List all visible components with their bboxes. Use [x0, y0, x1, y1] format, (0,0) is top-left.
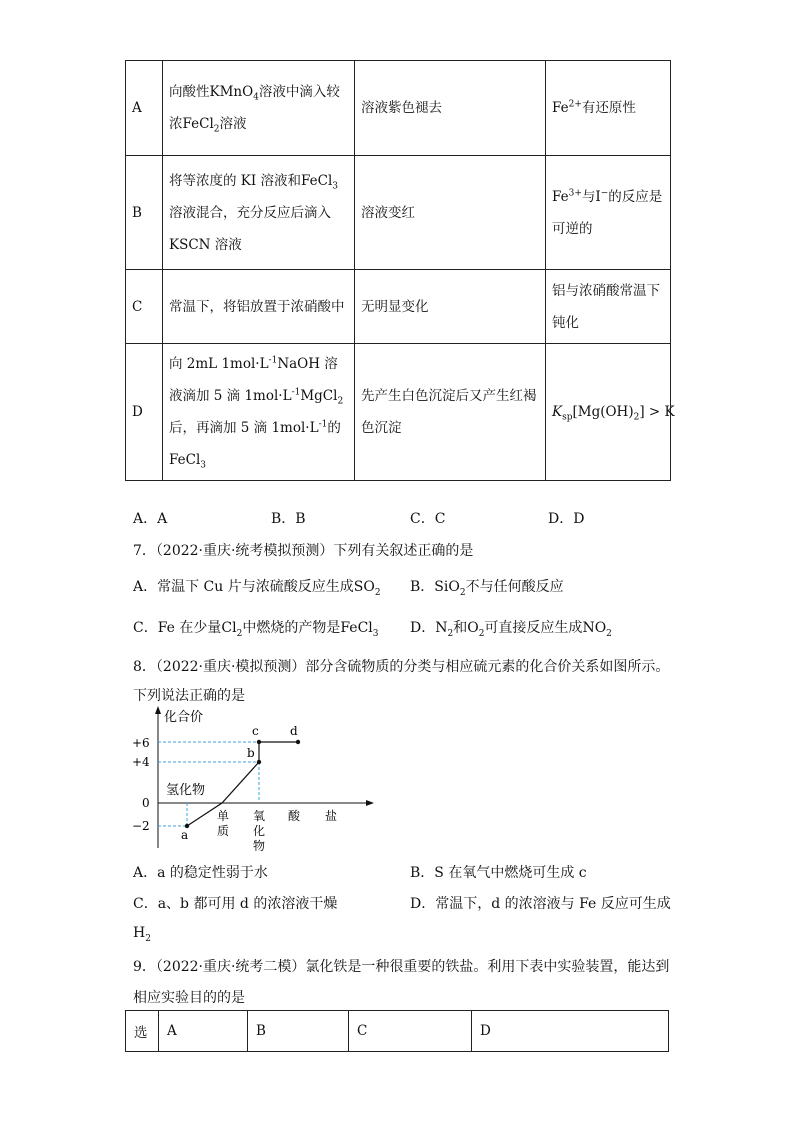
- q8-option-d[interactable]: D．常温下，d 的浓溶液与 Fe 反应可生成: [410, 896, 671, 912]
- q8-option-a[interactable]: A．a 的稳定性弱于水: [133, 865, 268, 881]
- x-label-hydride: 氢化物: [166, 783, 206, 798]
- phenomenon-cell: 溶液变红: [355, 156, 546, 270]
- point-d: [296, 740, 300, 744]
- q7-option-a[interactable]: A．常温下 Cu 片与浓硫酸反应生成$SO_2$: [133, 579, 381, 598]
- row-label: C: [126, 270, 163, 344]
- question-8-stem: 8．（2022·重庆·模拟预测）部分含硫物质的分类与相应硫元素的化合价关系如图所示。: [133, 659, 670, 675]
- x-label-element-2: 质: [217, 824, 230, 838]
- q7-option-d[interactable]: D．$N_2$和$O_2$可直接反应生成$NO_2$: [410, 620, 612, 639]
- q9-header-a: A: [159, 1011, 248, 1052]
- conclusion-cell: $Fe^{3+}$与I−的反应是可逆的: [546, 156, 671, 270]
- y-tick-label: +6: [132, 736, 150, 750]
- point-b: [257, 760, 261, 764]
- q9-header-d: D: [472, 1011, 669, 1052]
- option-a[interactable]: A．A: [133, 511, 168, 527]
- option-d[interactable]: D．D: [548, 511, 585, 527]
- option-b[interactable]: B．B: [271, 511, 306, 527]
- x-label-acid: 酸: [288, 809, 301, 823]
- q9-header-c: C: [349, 1011, 472, 1052]
- conclusion-cell: $K_{sp}[Mg(OH)_2] > K$: [546, 344, 671, 481]
- y-tick-label: −2: [132, 819, 150, 833]
- table-row: [126, 1011, 669, 1052]
- operation-cell: 向酸性KMnO$_4$溶液中滴入较浓FeCl$_2$溶液: [163, 61, 355, 156]
- q9-table: [125, 1010, 669, 1052]
- point-c: [257, 740, 261, 744]
- point-label-a: a: [181, 828, 189, 842]
- row-label: B: [126, 156, 163, 270]
- table-row: [126, 344, 671, 481]
- table-row: [126, 270, 671, 344]
- y-tick-label: 0: [142, 796, 150, 810]
- option-c[interactable]: C．C: [410, 511, 446, 527]
- y-axis-title: 化合价: [164, 710, 204, 725]
- table-row: [126, 156, 671, 270]
- x-label-salt: 盐: [325, 809, 338, 823]
- q9-header-select: 选: [126, 1011, 159, 1052]
- phenomenon-cell: 溶液紫色褪去: [355, 61, 546, 156]
- y-axis-arrow: [155, 706, 161, 714]
- question-9-stem-cont: 相应实验目的的是: [133, 990, 245, 1006]
- phenomenon-cell: 无明显变化: [355, 270, 546, 344]
- y-tick-label: +4: [132, 755, 150, 769]
- question-7-stem: 7．（2022·重庆·统考模拟预测）下列有关叙述正确的是: [133, 543, 474, 559]
- question-9-stem: 9．（2022·重庆·统考二模）氯化铁是一种很重要的铁盐。利用下表中实验装置，能达到: [133, 959, 670, 975]
- point-label-d: d: [290, 724, 298, 738]
- q8-option-d-cont: $H_2$: [133, 925, 151, 944]
- x-label-oxide-2: 化: [253, 824, 266, 838]
- x-label-oxide-3: 物: [253, 839, 266, 853]
- operation-cell: 向 2mL $1mol\cdot L^{-1}NaOH$ 溶液滴加 5 滴 $1mol\cdot L^{-1}MgCl_2$后，再滴加 5 滴 $1mol\cdot L^{-1}$的FeCl$_3$: [163, 344, 355, 481]
- conclusion-cell: $Fe^{2+}$有还原性: [546, 61, 671, 156]
- q8-option-b[interactable]: B．S 在氧气中燃烧可生成 c: [410, 865, 587, 881]
- conclusion-cell: 铝与浓硝酸常温下钝化: [546, 270, 671, 344]
- table-row: [126, 61, 671, 156]
- x-label-element-1: 单: [217, 809, 230, 823]
- q7-option-b[interactable]: B．SiO$_2$不与任何酸反应: [410, 579, 564, 598]
- row-label: A: [126, 61, 163, 156]
- experiment-table: [125, 60, 675, 481]
- point-label-b: b: [247, 746, 255, 760]
- operation-cell: 将等浓度的 KI 溶液和FeCl$_3$溶液混合，充分反应后滴入 KSCN 溶液: [163, 156, 355, 270]
- q8-option-c[interactable]: C．a、b 都可用 d 的浓溶液干燥: [133, 896, 338, 912]
- x-label-oxide-1: 氧: [253, 809, 266, 823]
- x-axis-arrow: [366, 800, 374, 806]
- question-8-stem-cont: 下列说法正确的是: [133, 688, 245, 704]
- row-label: D: [126, 344, 163, 481]
- phenomenon-cell: 先产生白色沉淀后又产生红褐色沉淀: [355, 344, 546, 481]
- q7-option-c[interactable]: C．Fe 在少量$Cl_2$中燃烧的产物是FeCl$_3$: [133, 620, 379, 639]
- sulfur-valence-chart: [128, 703, 388, 858]
- q9-header-b: B: [248, 1011, 349, 1052]
- operation-cell: 常温下，将铝放置于浓硝酸中: [163, 270, 355, 344]
- point-label-c: c: [252, 724, 259, 738]
